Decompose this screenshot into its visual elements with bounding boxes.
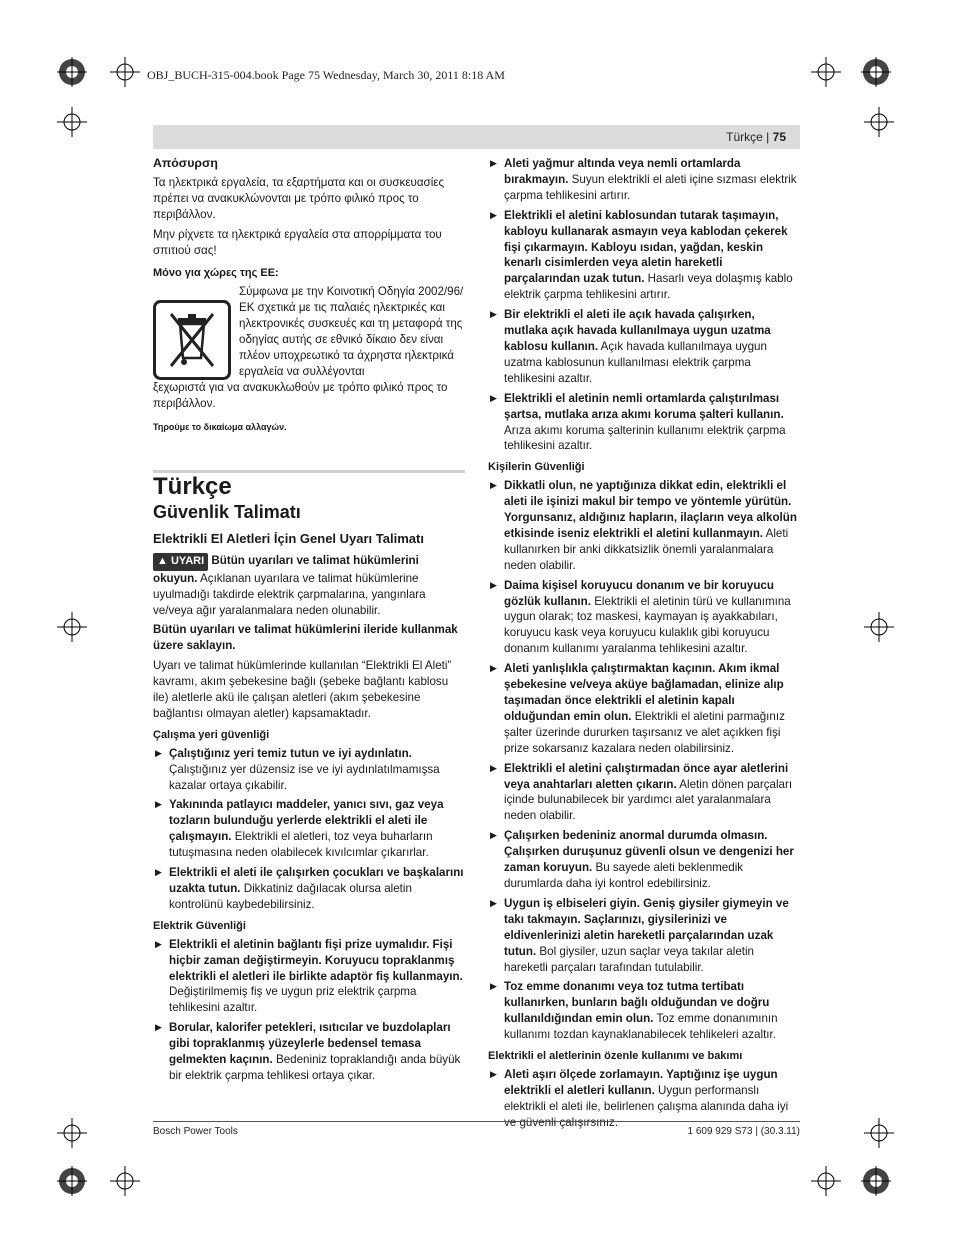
warning-label: UYARI bbox=[170, 554, 205, 567]
item-text: Suyun elektrikli el aleti içine sızması elektrik çarpma tehlikesini artırır. bbox=[504, 172, 797, 202]
list-item bbox=[488, 208, 800, 303]
list-item bbox=[488, 578, 800, 658]
item-text: Uygun performanslı elektrikli el aleti ile, belirlenen çalışma alanında daha iyi ve güvenli çalışırsınız. bbox=[504, 1083, 789, 1129]
item-text: Elektrikli el aletinin türü ve kullanımına uygun olarak; toz maskesi, kaymayan iş ayakkabıları, koruyucu kask veya koruyucu kulaklık gibi koruyucu donanım kullanımı yaralanma tehlikesini azaltır. bbox=[504, 594, 791, 656]
list-item bbox=[488, 761, 800, 825]
footer-rule bbox=[153, 1121, 800, 1122]
item-bold-text: Uygun iş elbiseleri giyin. Geniş giysiler giymeyin ve takı takmayın. Saçlarınızı, giysilerinizi ve eldivenlerinizi aletin hareketli parçalarından uzak tutun. bbox=[504, 896, 789, 958]
bullet-arrow-icon: ▶ bbox=[155, 1022, 162, 1033]
item-text: Aleti kullanırken bir anki dikkatsizlik önemli yaralanmalara neden olabilir. bbox=[504, 526, 789, 572]
bullet-arrow-icon: ▶ bbox=[490, 209, 497, 220]
eu-text-b: ξεχωριστά για να ανακυκλωθούν με τρόπο φιλικό προς το περιβάλλον. bbox=[153, 381, 448, 411]
registration-mark-icon bbox=[57, 1166, 87, 1196]
item-bold-text: Bir elektrikli el aleti ile açık havada çalışırken, mutlaka açık havada kullanılmaya uygun uzatma kablosu kullanın. bbox=[504, 308, 771, 353]
registration-mark-icon bbox=[861, 57, 891, 87]
crosshair-icon bbox=[864, 612, 894, 642]
item-bold-text: Toz emme donanımı veya toz tutma tertibatı kullanırken, bunların bağlı olduğundan ve doğru kullanıldığından emin olun. bbox=[504, 980, 770, 1026]
page-number-label: Türkçe | 75 bbox=[726, 130, 786, 144]
crosshair-icon bbox=[110, 57, 140, 87]
item-bold-text: Elektrikli el aletinin nemli ortamlarda çalıştırılması şartsa, mutlaka arıza akımı koruma şalteri kullanın. bbox=[504, 391, 784, 421]
item-bold-text: Dikkatli olun, ne yaptığınıza dikkat edin, elektrikli el aleti ile işinizi makul bir tempo ve yöntemle yürütün. Yorgunsanız, aldığınız hapların, ilaçların veya alkolün etkisinde iseniz elektrikli el aletini kullanmayın. bbox=[504, 479, 797, 540]
definition-text: Uyarı ve talimat hükümlerinde kullanılan “Elektrikli El Aleti” kavramı, akım şebekesine bağlı (şebeke bağlantı kablosu ile) aletlerle akü ile çalışan aletleri (akım şebekesine bağlantısı olmayan aletler) kapsamaktadır. bbox=[153, 659, 452, 720]
footer-brand: Bosch Power Tools bbox=[153, 1126, 238, 1137]
tool-care-title: Elektrikli el aletlerinin özenle kullanımı ve bakımı bbox=[488, 1050, 743, 1063]
work-area-title: Çalışma yeri güvenliği bbox=[153, 728, 270, 741]
list-item bbox=[488, 156, 800, 204]
registration-mark-icon bbox=[861, 1166, 891, 1196]
page-number: 75 bbox=[772, 130, 786, 144]
item-bold-text: Borular, kalorifer petekleri, ısıtıcılar ve buzdolapları gibi topraklanmış yüzeylerle bedensel temasa gelmekten kaçının. bbox=[169, 1021, 451, 1067]
bullet-arrow-icon: ▶ bbox=[490, 309, 497, 320]
page-header-bar bbox=[153, 125, 800, 149]
warning-badge bbox=[153, 553, 208, 571]
item-bold-text: Çalışırken bedeniniz anormal durumda olmasın. Çalışırken duruşunuz güvenli olsun ve dengenizi her zaman koruyun. bbox=[504, 829, 794, 875]
list-item bbox=[153, 797, 465, 861]
list-item bbox=[488, 979, 800, 1043]
disposal-paragraph-1: Τα ηλεκτρικά εργαλεία, τα εξαρτήματα και οι συσκευασίες πρέπει να ανακυκλώνονται με τρόπο φιλικό προς το περιβάλλον. bbox=[153, 175, 445, 221]
bullet-arrow-icon: ▶ bbox=[490, 579, 497, 590]
item-text: Toz emme donanımının kullanımı tozdan kaynaklanabilecek tehlikeleri azaltır. bbox=[504, 1012, 778, 1042]
bullet-arrow-icon: ▶ bbox=[155, 938, 162, 949]
item-text: Bol giysiler, uzun saçlar veya takılar aletin hareketli parçaları tarafından tutulabilir. bbox=[504, 944, 755, 974]
weee-block bbox=[153, 284, 465, 380]
left-column bbox=[153, 156, 465, 1088]
item-bold-text: Yakınında patlayıcı maddeler, yanıcı sıvı, gaz veya tozların bulunduğu yerlerde elektrikli el aleti ile çalışmayın. bbox=[169, 798, 444, 844]
footer-code: 1 609 929 S73 | (30.3.11) bbox=[687, 1126, 800, 1137]
item-text: Bu sayede aleti beklenmedik durumlarda daha iyi kontrol edebilirsiniz. bbox=[504, 861, 744, 890]
header-language: Türkçe bbox=[726, 130, 763, 144]
list-item bbox=[488, 391, 800, 455]
item-text: Bedeniniz topraklandığı anda büyük bir elektrik çarpma tehlikesi ortaya çıkar. bbox=[169, 1053, 461, 1082]
warning-triangle-icon: ▲ bbox=[157, 554, 168, 567]
crosshair-icon bbox=[811, 1166, 841, 1196]
crosshair-icon bbox=[864, 1118, 894, 1148]
eu-text-a: Σύμφωνα με την Κοινοτική Οδηγία 2002/96/ΕΚ σχετικά με τις παλαιές ηλεκτρικές και ηλεκτρονικές συσκευές και τη μεταφορά της οδηγίας αυτής σε εθνικό δίκαιο δεν είναι πλέον υποχρεωτικό τα άχρηστα ηλεκτρικά εργαλεία να συλλέγονται bbox=[239, 285, 464, 378]
crosshair-icon bbox=[110, 1166, 140, 1196]
electrical-list-continued bbox=[488, 156, 800, 454]
list-item bbox=[488, 896, 800, 976]
list-item bbox=[153, 865, 465, 913]
crossed-out-bin-icon bbox=[153, 300, 231, 380]
list-item bbox=[153, 937, 465, 1017]
bullet-arrow-icon: ▶ bbox=[490, 981, 497, 992]
bullet-arrow-icon: ▶ bbox=[490, 830, 497, 841]
list-item bbox=[488, 661, 800, 756]
electrical-list bbox=[153, 937, 465, 1084]
work-area-list bbox=[153, 746, 465, 913]
item-text: Çalıştığınız yer düzensiz ise ve iyi aydınlatılmamışsa kazalar ortaya çıkabilir. bbox=[169, 762, 440, 792]
list-item bbox=[488, 307, 800, 387]
file-header: OBJ_BUCH-315-004.book Page 75 Wednesday, March 30, 2011 8:18 AM bbox=[147, 68, 505, 82]
item-text: Dikkatiniz dağılacak olursa aletin kontrolünü kaybedebilirsiniz. bbox=[169, 882, 412, 911]
list-item bbox=[488, 478, 800, 573]
item-bold-text: Daima kişisel koruyucu donanım ve bir koruyucu gözlük kullanın. bbox=[504, 578, 774, 608]
bullet-arrow-icon: ▶ bbox=[490, 158, 497, 168]
bullet-arrow-icon: ▶ bbox=[490, 663, 497, 674]
item-text: Değiştirilmemiş fiş ve uygun priz elektrik çarpma tehlikesini azaltır. bbox=[169, 985, 417, 1015]
bullet-arrow-icon: ▶ bbox=[155, 867, 162, 878]
warning-paragraph bbox=[153, 553, 465, 619]
item-bold-text: Çalıştığınız yeri temiz tutun ve iyi aydınlatın. bbox=[169, 746, 412, 760]
disposal-paragraph-2: Μην ρίχνετε τα ηλεκτρικά εργαλεία στα απορρίμματα του σπιτιού σας! bbox=[153, 227, 442, 257]
language-title: Türkçe bbox=[153, 473, 232, 501]
crosshair-icon bbox=[811, 57, 841, 87]
bullet-arrow-icon: ▶ bbox=[155, 799, 162, 810]
item-bold-text: Elektrikli el aletinin bağlantı fişi prize uymalıdır. Fişi hiçbir zaman değiştirmeyin. Koruyucu topraklanmış elektrikli el aletleri ile birlikte adaptör fiş kullanmayın. bbox=[169, 937, 463, 983]
bullet-arrow-icon: ▶ bbox=[490, 897, 497, 908]
crosshair-icon bbox=[57, 107, 87, 137]
item-bold-text: Aleti yağmur altında veya nemli ortamlarda bırakmayın. bbox=[504, 157, 741, 186]
bullet-arrow-icon: ▶ bbox=[490, 1068, 497, 1079]
safety-title: Güvenlik Talimatı bbox=[153, 501, 301, 522]
item-text: Aletin dönen parçaları içinde bulunabilecek bir yardımcı alet yaralanmalara neden olabilir. bbox=[504, 777, 793, 823]
right-column bbox=[488, 156, 800, 1135]
personal-safety-list bbox=[488, 478, 800, 1043]
general-warnings-title: Elektrikli El Aletleri İçin Genel Uyarı Talimatı bbox=[153, 530, 424, 546]
rights-reserved: Τηρούμε το δικαίωμα αλλαγών. bbox=[153, 422, 287, 433]
bullet-arrow-icon: ▶ bbox=[490, 392, 497, 403]
personal-safety-title: Kişilerin Güvenliği bbox=[488, 461, 585, 474]
item-bold-text: Elektrikli el aletini kablosundan tutarak taşımayın, kabloyu kullanarak asmayın veya kablodan çekerek fişi çıkarmayın. Kabloyu ısıdan, yağdan, keskin kenarlı cisimlerden veya aletin hareketli parçalarından uzak tutun. bbox=[504, 208, 788, 286]
item-bold-text: Aleti aşırı ölçede zorlamayın. Yaptığınız işe uygun elektrikli el aletleri kullanın. bbox=[504, 1067, 778, 1097]
keep-instructions: Bütün uyarıları ve talimat hükümlerini ileride kullanmak üzere saklayın. bbox=[153, 623, 458, 653]
warning-text: Açıklanan uyarılara ve talimat hükümlerine uyulmadığı takdirde elektrik çarpmalarına, yangınlara ve/veya ağır yaralanmalara neden olunabilir. bbox=[153, 571, 426, 617]
item-text: Hasarlı veya dolaşmış kablo elektrik çarpma tehlikesini artırır. bbox=[504, 272, 793, 302]
crosshair-icon bbox=[57, 1118, 87, 1148]
item-bold-text: Elektrikli el aleti ile çalışırken çocukları ve başkalarını uzakta tutun. bbox=[169, 866, 464, 895]
item-bold-text: Elektrikli el aletini çalıştırmadan önce ayar aletlerini veya anahtarları aletten çıkarın. bbox=[504, 761, 789, 791]
electrical-title: Elektrik Güvenliği bbox=[153, 919, 246, 932]
list-item bbox=[153, 1020, 465, 1084]
bullet-arrow-icon: ▶ bbox=[490, 480, 497, 491]
eu-only-title: Μόνο για χώρες της ΕΕ: bbox=[153, 267, 279, 280]
item-text: Elektrikli el aletini parmağınız şalter üzerinde dururken taşırsanız ve alet açıkken fişi prize sokarsanız kazalara neden olabilirsiniz. bbox=[504, 709, 785, 755]
warning-bold: Bütün uyarıları ve talimat hükümlerini okuyun. bbox=[153, 553, 419, 585]
bullet-arrow-icon: ▶ bbox=[155, 747, 162, 758]
item-text: Açık havada kullanılmaya uygun uzatma kablosunun kullanılması elektrik çarpma tehlikesini azaltır. bbox=[504, 339, 767, 385]
crosshair-icon bbox=[57, 612, 87, 642]
bullet-arrow-icon: ▶ bbox=[490, 762, 497, 773]
registration-mark-icon bbox=[57, 57, 87, 87]
crosshair-icon bbox=[864, 107, 894, 137]
disposal-title: Απόσυρση bbox=[153, 156, 218, 170]
item-text: Elektrikli el aletleri, toz veya buharların tutuşmasına neden olabilecek kıvılcımlar çıkarırlar. bbox=[169, 830, 433, 860]
item-text: Arıza akımı koruma şalterinin kullanımı elektrik çarpma tehlikesini azaltır. bbox=[504, 423, 786, 453]
item-bold-text: Aleti yanlışlıkla çalıştırmaktan kaçının. Akım ikmal şebekesine ve/veya aküye bağlamadan, elinize alıp taşımadan önce elektrikli el aletinin kapalı olduğundan emin olun. bbox=[504, 662, 784, 723]
list-item bbox=[488, 828, 800, 892]
list-item bbox=[153, 746, 465, 794]
